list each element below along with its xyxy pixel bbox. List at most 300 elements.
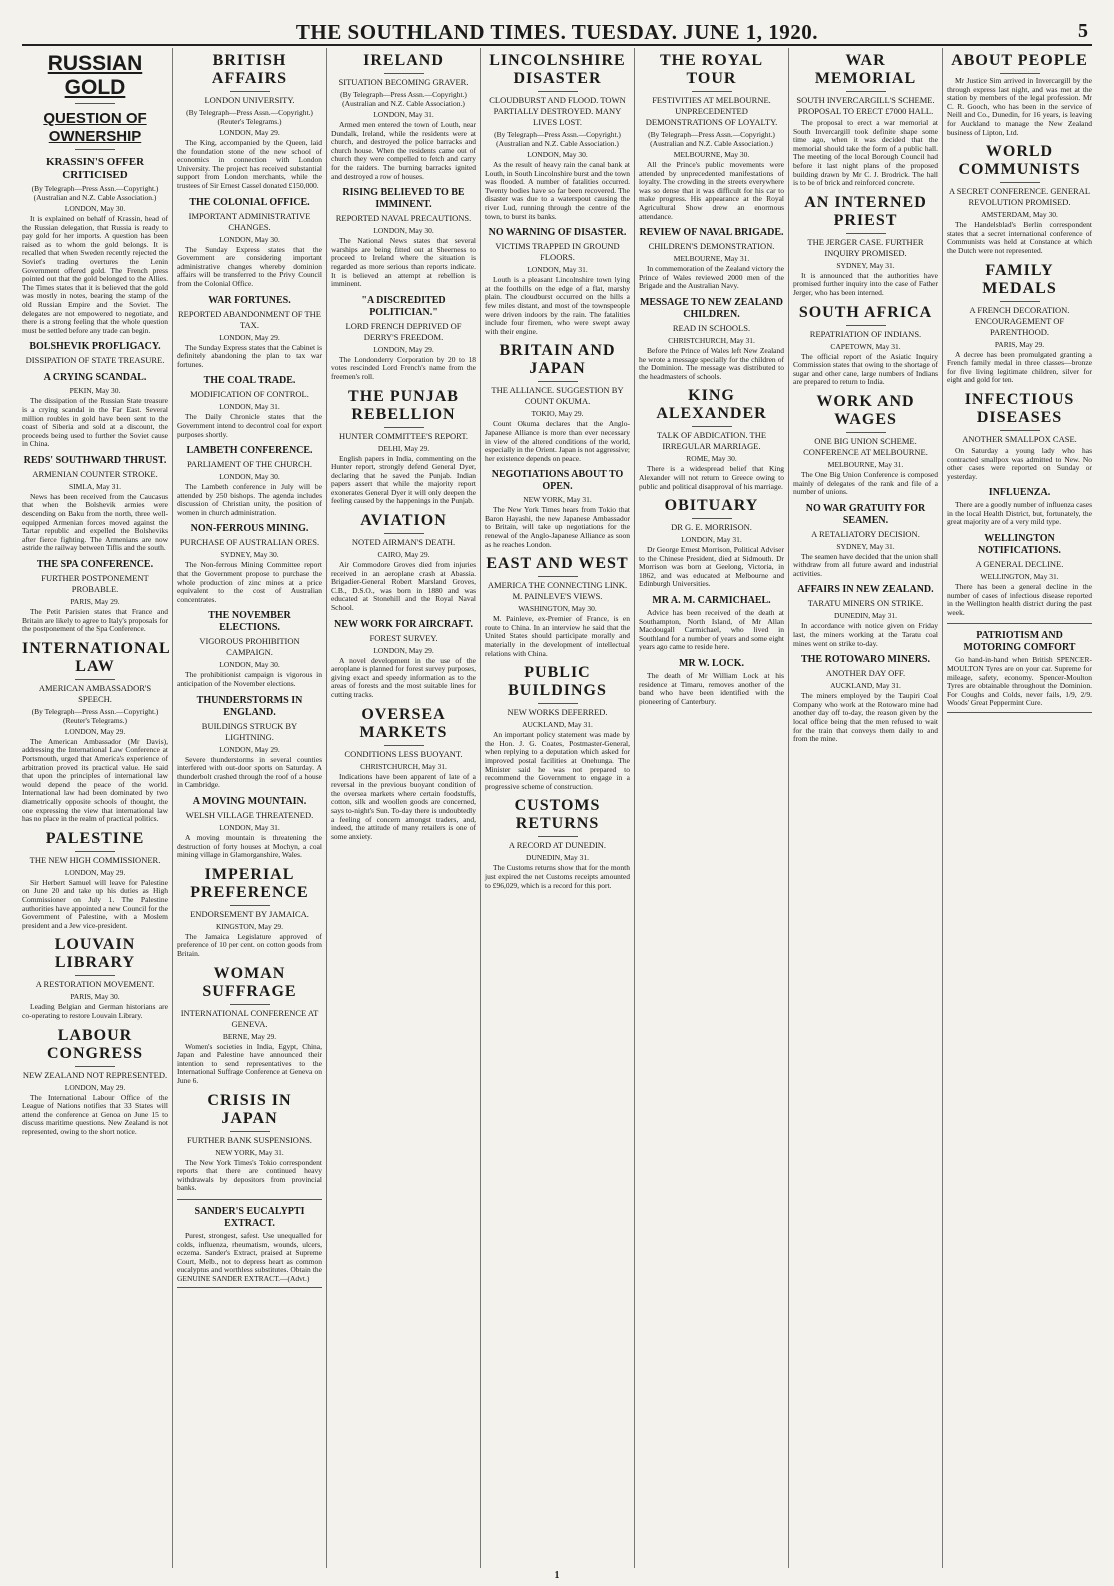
article-body: Before the Prince of Wales left New Zealand he wrote a message specially for the children of the Dominion. The message was distributed to the headmasters of schools. — [639, 345, 784, 381]
article-headline: AFFAIRS IN NEW ZEALAND. — [797, 584, 934, 596]
article — [22, 372, 168, 449]
article-subheading: CHILDREN'S DEMONSTRATION. — [648, 241, 775, 252]
article-body: The New York Times's Tokio correspondent reports that there are continued heavy withdrawals by depositors from provincial banks. — [177, 1157, 322, 1193]
article-dateline: LONDON, May 31. — [219, 823, 280, 832]
article — [177, 52, 322, 191]
article-dateline: MELBOURNE, May 31. — [673, 254, 750, 264]
article-dateline: LONDON, May 31. — [527, 265, 588, 275]
article-subheading: TARATU MINERS ON STRIKE. — [807, 598, 924, 609]
article-headline: LABOUR CONGRESS — [46, 1026, 144, 1062]
article-dateline: LONDON, May 29. — [373, 645, 434, 655]
article-subheading: FURTHER POSTPONEMENT PROBABLE. — [41, 573, 149, 595]
divider — [846, 233, 886, 234]
masthead-title: THE SOUTHLAND TIMES. TUESDAY. JUNE 1, 1920. — [295, 20, 819, 44]
article-headline: "A DISCREDITED POLITICIAN." — [361, 294, 446, 318]
article-subheading: NOTED AIRMAN'S DEATH. — [351, 537, 456, 548]
article-headline: IRELAND — [363, 52, 444, 69]
article — [793, 503, 938, 579]
article-headline: THE ROTOWARO MINERS. — [800, 654, 930, 666]
article — [177, 866, 322, 959]
article-dateline: LONDON, May 30. — [373, 226, 434, 236]
article-subheading: ANOTHER SMALLPOX CASE. — [962, 433, 1077, 444]
article — [485, 664, 630, 791]
article-headline: WAR MEMORIAL — [814, 52, 917, 87]
article-subheading: LORD FRENCH DEPRIVED OF DERRY'S FREEDOM. — [345, 320, 462, 342]
article-body: The Sunday Express states that the Government are considering important administrative changes whereby dominion affairs will be transferred to the Privy Council from the Colonial Office. — [177, 244, 322, 288]
article — [22, 156, 168, 335]
article-body: The Jamaica Legislature approved of preference of 10 per cent. on cotton goods from Britain. — [177, 931, 322, 958]
article-subheading: TALK OF ABDICATION. THE IRREGULAR MARRIAGE. — [656, 430, 767, 452]
article-body: Women's societies in India, Egypt, China, Japan and Palestine have announced their intention to send representatives to the International Suffrage Conference at Geneva on June 6. — [177, 1041, 322, 1085]
article-headline: A MOVING MOUNTAIN. — [192, 796, 307, 807]
article-subheading: WELSH VILLAGE THREATENED. — [185, 810, 314, 820]
article-body: The Daily Chronicle states that the Government intend to decontrol coal for export purposes shortly. — [177, 412, 322, 439]
article-headline: WORK AND WAGES — [816, 392, 915, 428]
article-body: The National News states that several warships are being fitted out at Sheerness to proceed to Ireland where the situation is regarded as more serious than reports indicate. It is believed an attempt at rebellion is imminent. — [331, 236, 476, 289]
article-headline: THE SPA CONFERENCE. — [36, 559, 154, 571]
article — [947, 143, 1092, 255]
article-headline: NON-FERROUS MINING. — [190, 523, 309, 535]
article-subheading: AMERICAN AMBASSADOR'S SPEECH. — [38, 682, 152, 704]
article-headline: KING ALEXANDER — [656, 387, 767, 423]
article — [331, 706, 476, 842]
article-headline: KRASSIN'S OFFER CRITICISED — [45, 156, 145, 181]
article — [639, 595, 784, 652]
article-headline: WORLD COMMUNISTS — [958, 143, 1081, 179]
article-headline: CUSTOMS RETURNS — [514, 797, 601, 833]
article — [22, 639, 171, 824]
divider — [846, 432, 886, 433]
article-subheading: CLOUDBURST AND FLOOD. TOWN PARTIALLY DESTROYED. MANY LIVES LOST. — [489, 95, 626, 127]
article-headline: BOLSHEVIK PROFLIGACY. — [29, 341, 161, 353]
article — [485, 797, 630, 890]
article-byline: (By Telegraph—Press Assn.—Copyright.) (Reuter's Telegrams.) — [31, 706, 159, 725]
article-headline: AVIATION — [360, 512, 447, 530]
article-headline: SOUTH AFRICA — [798, 303, 933, 321]
article-dateline: DUNEDIN, May 31. — [526, 853, 589, 863]
column-3 — [326, 48, 480, 1568]
divider — [538, 91, 578, 92]
article-headline: ABOUT PEOPLE — [951, 52, 1088, 69]
article-dateline: LONDON, May 29. — [64, 726, 126, 736]
page-number: 5 — [1078, 20, 1088, 42]
article-headline: OVERSEA MARKETS — [359, 705, 448, 741]
article-headline: QUESTION OF OWNERSHIP — [43, 110, 147, 145]
divider — [75, 679, 115, 680]
article-body: The Customs returns show that for the month just expired the net Customs receipts amounted to £96,029, which is a record for this port. — [485, 863, 630, 890]
article — [22, 559, 168, 634]
article — [639, 227, 784, 291]
divider — [75, 851, 115, 852]
article-subheading: A RESTORATION MOVEMENT. — [35, 979, 155, 990]
article-headline: SANDER'S EUCALYPTI EXTRACT. — [194, 1205, 305, 1229]
article-body: The New York Times hears from Tokio that Baron Hayashi, the new Japanese Ambassador to Britain, will take up negotiations for the renewal of the Anglo-Japanese Alliance as soon as he reaches London. — [485, 505, 630, 549]
article-body: On Saturday a young lady who has contracted smallpox was admitted to New. No other cases were reported on Sunday or yesterday. — [947, 445, 1092, 481]
article-headline: MR W. LOCK. — [678, 658, 744, 670]
article-dateline: LONDON, May 30. — [64, 204, 126, 213]
article-headline: MR A. M. CARMICHAEL. — [652, 595, 771, 607]
article-dateline: AUCKLAND, May 31. — [522, 720, 593, 730]
article — [331, 52, 476, 181]
article-subheading: FOREST SURVEY. — [369, 632, 438, 643]
article-headline: BRITAIN AND JAPAN — [499, 342, 616, 378]
article — [639, 297, 784, 381]
article — [177, 523, 322, 604]
article-dateline: KINGSTON, May 29. — [216, 921, 283, 931]
article-body: The American Ambassador (Mr Davis), addressing the International Law Conference at Portsmouth, urged that America's experience of arbitration proved its practical value. He said that upon the principles of international law would depend the peace of the world. International law had been dominated by two diametrically opposite schools of thought, the one expressing the view that international law has no place in the realm of practical politics. — [22, 736, 168, 824]
article-body: Severe thunderstorms in several counties interfered with out-door sports on Saturday. A thunderbolt crashed through the roof of a house in Cambridge. — [177, 754, 322, 790]
article-body: Mr Justice Sim arrived in Invercargill by the through express last night, and was met at the station by members of the legal profession. Mr C. R. Gooch, who has been in the service of Neill and Co., Dunedin, for 16 years, is leaving for Auckland to manage the New Zealand business of Lipton, Ltd. — [947, 76, 1092, 137]
divider — [75, 149, 115, 150]
article-body: The death of Mr William Lock at his residence at Timaru, removes another of the band who have been identified with the pioneering of Canterbury. — [639, 671, 784, 706]
article-body: Louth is a pleasant Lincolnshire town lying at the foothills on the edge of a flat, marshy plain. The cloudburst occurred on the hills a few miles distant, and most of the townspeople were driven indoors by the rain. The fatalities include four firemen, who were swept away with their engine. — [485, 275, 630, 336]
article — [793, 654, 938, 744]
article-body: In commemoration of the Zealand victory the Prince of Wales reviewed 2000 men of the Brigade and the Australian Navy. — [639, 264, 784, 291]
article-byline: (By Telegraph—Press Assn.—Copyright.) (Australian and N.Z. Cable Association.) — [494, 130, 621, 148]
article-subheading: DISSIPATION OF STATE TREASURE. — [25, 355, 165, 366]
article — [177, 375, 322, 439]
article-subheading: HUNTER COMMITTEE'S REPORT. — [338, 430, 469, 441]
article-body: News has been received from the Caucasus that when the Bolshevik armies were descending on Baku from the north, three well-equipped Armenian forces moved against the Tartar republic and expelled the Bolsheviks after fierce fighting. The Armenians are now astride the railway between Tiflis and the south. — [22, 491, 168, 553]
article-dateline: LONDON, May 31. — [681, 535, 742, 545]
article-subheading: A RETALIATORY DECISION. — [811, 528, 920, 539]
article-headline: AN INTERNED PRIEST — [804, 193, 927, 229]
article-dateline: PARIS, May 29. — [70, 597, 120, 607]
article-headline: WAR FORTUNES. — [208, 294, 291, 306]
article-dateline: CHRISTCHURCH, May 31. — [668, 335, 755, 345]
article — [639, 387, 784, 491]
divider — [846, 325, 886, 326]
article-body: Sir Herbert Samuel will leave for Palestine on June 20 and take up his duties as High Commissioner on July 1. The Palestine authorities have appointed a new Council for the Government of Palestine, with a Moslem president and a Jew vice-president. — [22, 877, 168, 930]
article — [22, 52, 168, 104]
article — [177, 965, 322, 1086]
article-subheading: THE JERGER CASE. FURTHER INQUIRY PROMISED. — [807, 236, 924, 258]
divider — [384, 533, 424, 534]
article-dateline: ROME, May 30. — [686, 454, 737, 464]
divider — [538, 576, 578, 577]
article — [947, 391, 1092, 481]
article-dateline: NEW YORK, May 31. — [215, 1147, 284, 1157]
article-headline: LOUVAIN LIBRARY — [54, 936, 136, 972]
divider — [1000, 301, 1040, 302]
article-body: A moving mountain is threatening the destruction of forty houses at Mochyn, a coal mining village in Glamorganshire, Wales. — [177, 833, 322, 860]
article — [639, 497, 784, 589]
article-body: All the Prince's public movements were attended by unprecedented manifestations of loyalty. The crowding in the streets everywhere was so dense that it was difficult for his car to make progress. His appearance at the Royal Agricultural Show drew an enormous attendance. — [639, 160, 784, 221]
article-headline: A CRYING SCANDAL. — [43, 372, 147, 384]
article-body: The Non-ferrous Mining Committee report that the Government propose to purchase the whole production of zinc mines at a price equivalent to the cost of Australian concentrates. — [177, 560, 322, 604]
article — [22, 936, 168, 1020]
article-headline: THE COAL TRADE. — [203, 375, 296, 387]
article — [22, 341, 168, 366]
article — [331, 187, 476, 289]
article-body: An important policy statement was made by the Hon. J. G. Coates, Postmaster-General, when replying to a deputation which asked for improved postal facilities at Onehunga. The Minister said he was not prepared to recommend the Government to engage in a progressive scheme of construction. — [485, 730, 630, 791]
article — [177, 295, 322, 370]
article — [485, 52, 630, 221]
article — [22, 1027, 168, 1137]
article-body: The Handelsblad's Berlin correspondent states that a secret international conference of Communists was held at Constance at which the Dutch were not represented. — [947, 220, 1092, 255]
article-dateline: DELHI, May 29. — [377, 443, 430, 453]
article-subheading: REPATRIATION OF INDIANS. — [809, 328, 922, 339]
article-dateline: WASHINGTON, May 30. — [518, 604, 597, 614]
article-body: It is announced that the authorities have promised further inquiry into the case of Father Jerger, who has been interned. — [793, 270, 938, 297]
article-body: English papers in India, commenting on the Hunter report, strongly defend General Dyer, declaring that he saved the Punjab. Indian papers assert that while the majority report exonerates General Dyer it will only deepen the feeling caused by the happenings in the Punjab. — [331, 453, 476, 506]
article-headline: NEGOTIATIONS ABOUT TO OPEN. — [491, 469, 624, 493]
advertisement — [177, 1199, 322, 1289]
article-headline: LAMBETH CONFERENCE. — [186, 445, 313, 457]
article — [947, 533, 1092, 617]
divider — [230, 1004, 270, 1005]
article — [22, 455, 168, 553]
article-headline: FAMILY MEDALS — [982, 261, 1057, 297]
article-subheading: REPORTED ABANDONMENT OF THE TAX. — [178, 308, 321, 330]
article-subheading: A RECORD AT DUNEDIN. — [508, 840, 607, 851]
article-body: As the result of heavy rain the canal bank at Louth, in South Lincolnshire burst and the town was flooded. A number of fatalities occurred. Twenty bodies have so far been recovered. The disaster was due to a waterspout causing the river Lud, running through the centre of the town, to burst its banks. — [485, 160, 630, 221]
article-body: There are a goodly number of influenza cases in the local Health District, but, fortunately, the great majority are of a very mild type. — [947, 500, 1092, 527]
article — [177, 610, 322, 688]
article-headline: IMPERIAL PREFERENCE — [190, 865, 309, 901]
article-body: The miners employed by the Taupiri Coal Company who work at the Rotowaro mine had another day off to-day, the reason given by the local office being that the men refused to wait for the train that conveys them daily to and from the mine. — [793, 691, 938, 744]
article-subheading: PURCHASE OF AUSTRALIAN ORES. — [179, 537, 320, 548]
article-body: The Londonderry Corporation by 20 to 18 votes rescinded Lord French's name from the freemen's roll. — [331, 354, 476, 381]
divider — [75, 1066, 115, 1067]
article-dateline: NEW YORK, May 31. — [523, 495, 592, 505]
article-headline: THE PUNJAB REBELLION — [348, 387, 459, 423]
article-byline: (By Telegraph—Press Assn.—Copyright.) (Australian and N.Z. Cable Association.) — [31, 184, 159, 202]
article-body: There is a widespread belief that King Alexander will not return to Greece owing to public and political disapproval of his marriage. — [639, 464, 784, 491]
article-dateline: SYDNEY, May 31. — [836, 260, 895, 270]
article-dateline: SYDNEY, May 30. — [220, 550, 279, 560]
article-byline: (By Telegraph—Press Assn.—Copyright.) (Australian and N.Z. Cable Association.) — [648, 130, 775, 148]
article-headline: WELLINGTON NOTIFICATIONS. — [978, 533, 1061, 557]
article-subheading: A SECRET CONFERENCE. GENERAL REVOLUTION PROMISED. — [948, 186, 1091, 208]
article-dateline: SYDNEY, May 31. — [836, 541, 895, 551]
article-subheading: NEW ZEALAND NOT REPRESENTED. — [22, 1069, 168, 1080]
article-byline: (By Telegraph—Press Assn.—Copyright.) (Australian and N.Z. Cable Association.) — [340, 90, 467, 108]
page-footer-marker: 1 — [554, 1570, 560, 1581]
article-headline: PATRIOTISM AND MOTORING COMFORT — [963, 630, 1076, 654]
article-subheading: PARLIAMENT OF THE CHURCH. — [186, 459, 312, 470]
article-dateline: WELLINGTON, May 31. — [980, 572, 1059, 582]
article-subheading: BUILDINGS STRUCK BY LIGHTNING. — [201, 720, 298, 742]
article-body: Armed men entered the town of Louth, near Dundalk, Ireland, while the residents were at church, and destroyed the police barracks and church house. When the residents came out of church they were compelled to fetch and carry for the raiders. The burning barracks ignited and destroyed a row of houses. — [331, 120, 476, 181]
article — [793, 52, 938, 188]
article-body: Advice has been received of the death at Southampton, North Island, of Mr Allan Macdougall Carmichael, who lived in Southland for a number of years and some eight years ago came to reside here. — [639, 608, 784, 652]
article-dateline: PARIS, May 29. — [994, 339, 1045, 349]
article-headline: PUBLIC BUILDINGS — [508, 664, 607, 700]
article-dateline: PEKIN, May 30. — [69, 386, 121, 396]
article-dateline: CAIRO, May 29. — [377, 550, 430, 560]
article-headline: THUNDERSTORMS IN ENGLAND. — [196, 694, 303, 718]
article-headline: INFLUENZA. — [988, 487, 1051, 499]
divider — [692, 91, 732, 92]
article — [331, 295, 476, 382]
divider — [538, 703, 578, 704]
article-headline: MESSAGE TO NEW ZEALAND CHILDREN. — [639, 296, 784, 320]
article-headline: THE COLONIAL OFFICE. — [189, 196, 310, 208]
article — [177, 445, 322, 517]
article-body: The International Labour Office of the League of Nations notifies that 33 States will attend the conference at Genoa on June 15 to discuss maritime questions. New Zealand is not represented, owing to the short notice. — [22, 1092, 168, 1136]
article-headline: INFECTIOUS DISEASES — [964, 390, 1075, 426]
article-subheading: SOUTH INVERCARGILL'S SCHEME. PROPOSAL TO ERECT £7000 HALL. — [796, 95, 935, 116]
article-subheading: READ IN SCHOOLS. — [672, 322, 751, 333]
article-headline: THE ROYAL TOUR — [659, 52, 764, 87]
article-dateline: CAPETOWN, May 31. — [830, 341, 901, 351]
article-body: The dissipation of the Russian State treasure is a crying scandal in the Far East. Several million roubles in gold have been sent to the coast of Siberia and sold at a discount, the proceeds being used to further the Soviet cause in China. — [22, 396, 168, 449]
article — [177, 695, 322, 790]
article — [485, 555, 630, 658]
article-headline: BRITISH AFFAIRS — [211, 52, 288, 87]
article-dateline: MELBOURNE, May 30. — [673, 150, 750, 159]
article-dateline: LONDON, May 29. — [219, 744, 280, 754]
column-1 — [18, 48, 172, 1568]
article-subheading: MODIFICATION OF CONTROL. — [190, 389, 309, 400]
article-subheading: ENDORSEMENT BY JAMAICA. — [190, 908, 309, 919]
article-dateline: DUNEDIN, May 31. — [834, 611, 897, 621]
divider — [75, 103, 115, 104]
columns-container — [18, 48, 1096, 1568]
article-body: Dr George Ernest Morrison, Political Adviser to the Chinese President, died at Sidmouth. Dr Morrison was born at Geelong, Victoria, in 1862, and was educated at Melbourne and Edinburgh Universities. — [639, 545, 784, 589]
article-dateline: MELBOURNE, May 31. — [827, 459, 904, 469]
article-dateline: LONDON, May 29. — [219, 332, 280, 342]
article-body: The One Big Union Conference is composed mainly of delegates of the rank and file of a number of unions. — [793, 469, 938, 497]
article-body: Purest, strongest, safest. Use unequalled for colds, influenza, rheumatism, wounds, ulcers, eczema. Sander's Extract, praised at Supreme Court, Melb., not to depress heart as common eucalyptus and worthless substitutes. Obtain the GENUINE SANDER EXTRACT.—(Advt.) — [177, 1230, 322, 1283]
article-subheading: INTERNATIONAL CONFERENCE AT GENEVA. — [180, 1007, 319, 1029]
article-subheading: VICTIMS TRAPPED IN GROUND FLOORS. — [495, 241, 620, 263]
article-dateline: LONDON, May 30. — [219, 472, 280, 482]
article-body: Leading Belgian and German historians are co-operating to restore Louvain Library. — [22, 1002, 168, 1020]
article-dateline: TOKIO, May 29. — [531, 409, 584, 419]
article-body: Air Commodore Groves died from injuries received in an aeroplane crash at Abassia. Brigadier-General Robert Marsland Groves, C.B., D.S.O., was born in 1880 and was educated at Stonehill and the Royal Naval School. — [331, 560, 476, 613]
divider — [230, 1131, 270, 1132]
article-subheading: ARMENIAN COUNTER STROKE. — [32, 468, 158, 479]
article-dateline: LONDON, May 30. — [219, 660, 280, 670]
divider — [1000, 182, 1040, 183]
article — [793, 304, 938, 387]
article-dateline: SIMLA, May 31. — [68, 481, 122, 491]
article-subheading: AMERICA THE CONNECTING LINK. M. PAINLEVE'S VIEWS. — [487, 580, 628, 602]
article-body: A decree has been promulgated granting a French family medal in three classes—bronze for five living legitimate children, silver for eight and gold for ten. — [947, 349, 1092, 385]
article-dateline: LONDON, May 30. — [527, 150, 588, 159]
article-body: Go hand-in-hand when British SPENCER-MOULTON Tyres are on your car. Supreme for mileage, safety, economy. Spencer-Moulton Tyres are obtainable throughout the Dominion. For Coughs and Colds, never fails, 1/9, 2/9. Woods' Great Peppermint Cure. — [947, 655, 1092, 708]
article-subheading: IMPORTANT ADMINISTRATIVE CHANGES. — [188, 210, 311, 232]
article — [947, 52, 1092, 137]
article — [22, 830, 168, 931]
article-body: Indications have been apparent of late of a reversal in the previous buoyant condition of the oversea markets where certain foodstuffs, cotton, silk and woollen goods are concerned, says to-night's Sun. To-day there is undoubtedly a feeling of concern amongst traders, and, indeed, the attitude of many retailers is one of some anxiety. — [331, 771, 476, 841]
article-body: A novel development in the use of the aeroplane is planned for forest survey purposes, giving exact and speedy information as to the areas of forests and the most suitable lines for cutting tracks. — [331, 655, 476, 699]
article — [947, 487, 1092, 527]
article-dateline: LONDON, May 29. — [64, 867, 126, 877]
article-headline: RISING BELIEVED TO BE IMMINENT. — [342, 187, 465, 211]
article-subheading: VIGOROUS PROHIBITION CAMPAIGN. — [199, 636, 300, 658]
article-dateline: LONDON, May 29. — [373, 344, 434, 354]
article-subheading: CONDITIONS LESS BUOYANT. — [344, 748, 463, 759]
divider — [230, 91, 270, 92]
article — [485, 469, 630, 549]
article-body: There has been a general decline in the number of cases of infectious disease reported in the Wellington health district during the past week. — [947, 582, 1092, 617]
article — [947, 262, 1092, 385]
article-dateline: LONDON, May 31. — [219, 402, 280, 412]
divider — [846, 91, 886, 92]
article-body: The Sunday Express states that the Cabinet is definitely abandoning the plan to tax war fortunes. — [177, 342, 322, 369]
article-body: The prohibitionist campaign is vigorous in anticipation of the November elections. — [177, 670, 322, 689]
divider — [538, 836, 578, 837]
article-headline: NEW WORK FOR AIRCRAFT. — [334, 618, 473, 630]
column-6 — [788, 48, 942, 1568]
divider — [1000, 430, 1040, 431]
column-5 — [634, 48, 788, 1568]
article-dateline: LONDON, May 29. — [64, 1082, 126, 1092]
article-body: Count Okuma declares that the Anglo-Japanese Alliance is more than ever necessary in view of the altered conditions of the world, especially in the Orient. Japan is not aggressive; her existence depends on peace. — [485, 419, 630, 463]
divider — [384, 73, 424, 74]
article-subheading: THE ALLIANCE. SUGGESTION BY COUNT OKUMA. — [491, 385, 624, 407]
article — [177, 1092, 322, 1193]
article — [793, 194, 938, 298]
article-subheading: THE NEW HIGH COMMISSIONER. — [29, 854, 161, 865]
article — [485, 227, 630, 336]
article-subheading: ONE BIG UNION SCHEME. CONFERENCE AT MELBOURNE. — [803, 435, 928, 457]
article-headline: REVIEW OF NAVAL BRIGADE. — [639, 227, 784, 239]
divider — [384, 745, 424, 746]
divider — [230, 905, 270, 906]
article-dateline: PARIS, May 30. — [70, 992, 120, 1002]
masthead — [22, 14, 1092, 46]
article-headline: CRISIS IN JAPAN — [207, 1091, 292, 1127]
column-4 — [480, 48, 634, 1568]
article-subheading: FURTHER BANK SUSPENSIONS. — [187, 1134, 312, 1145]
article-headline: LINCOLNSHIRE DISASTER — [489, 52, 626, 87]
article-body: In accordance with notice given on Friday last, the miners working at the Taratu coal mines went on strike to-day. — [793, 621, 938, 648]
article-subheading: ANOTHER DAY OFF. — [825, 668, 906, 679]
article-headline: OBITUARY — [664, 497, 759, 515]
article-dateline: AUCKLAND, May 31. — [830, 681, 901, 691]
divider — [692, 426, 732, 427]
article-dateline: BERNE, May 29. — [222, 1031, 277, 1041]
article-subheading: DR G. E. MORRISON. — [671, 522, 752, 533]
article — [331, 619, 476, 700]
column-7 — [942, 48, 1096, 1568]
article-headline: NO WAR GRATUITY FOR SEAMEN. — [805, 502, 926, 526]
article — [177, 197, 322, 289]
article-body: The proposal to erect a war memorial at South Invercargill took definite shape some time ago, when it was decided that the memorial should take the form of a public hall. The meeting of the local Borough Council had before it last night plans of the proposed building drawn by Mr C. J. Brodrick. The hall is to be of brick and reinforced concrete. — [793, 118, 938, 188]
article — [331, 512, 476, 613]
divider — [538, 381, 578, 382]
article-dateline: LONDON, May 30. — [219, 234, 280, 244]
article-dateline: CHRISTCHURCH, May 31. — [360, 761, 447, 771]
article-subheading: FESTIVITIES AT MELBOURNE. UNPRECEDENTED DEMONSTRATIONS OF LOYALTY. — [645, 95, 778, 127]
divider — [75, 975, 115, 976]
article-subheading: SITUATION BECOMING GRAVER. — [338, 77, 469, 87]
article — [177, 796, 322, 860]
article-headline: WOMAN SUFFRAGE — [202, 964, 297, 1000]
divider — [1000, 73, 1040, 74]
advertisement — [947, 623, 1092, 713]
article-body: It is explained on behalf of Krassin, head of the Russian delegation, that Russia is ready to pay gold for her imports. A question has been raised as to whom the gold belongs. It is recalled that when Sweden recently rejected the Soviet's trading overtures the Lenin Government offered gold. The French press pointed out that the gold belonged to the Allies. The Times states that it is believed that the gold was mostly in notes, bearing the stamp of the old Russian Empire and the Soviet. The delegates are not empowered to negotiate, and there is a strong feeling that the whole question must be settled before any trade can begin. — [22, 214, 168, 335]
article-headline: REDS' SOUTHWARD THRUST. — [23, 454, 167, 466]
article-headline: RUSSIAN GOLD — [47, 52, 143, 99]
article-subheading: REPORTED NAVAL PRECAUTIONS. — [335, 213, 472, 224]
article-subheading: A GENERAL DECLINE. — [975, 559, 1064, 570]
article — [331, 388, 476, 507]
article-body: M. Painleve, ex-Premier of France, is en route to China. In an interview he said that the United States should participate morally and materially in the development of intellectual relations with China. — [485, 614, 630, 658]
article-body: The seamen have decided that the union shall withdraw from all future award and industrial activities. — [793, 551, 938, 578]
article — [793, 584, 938, 648]
article-body: The official report of the Asiatic Inquiry Commission states that owing to the shortage of sugar and other cane, large numbers of Indians are prepared to return to India. — [793, 351, 938, 387]
article-headline: THE NOVEMBER ELECTIONS. — [208, 610, 291, 634]
article-subheading: NEW WORKS DEFERRED. — [507, 707, 608, 718]
article-dateline: LONDON, May 31. — [373, 110, 434, 119]
article-subheading: LONDON UNIVERSITY. — [204, 95, 295, 105]
article — [639, 658, 784, 706]
